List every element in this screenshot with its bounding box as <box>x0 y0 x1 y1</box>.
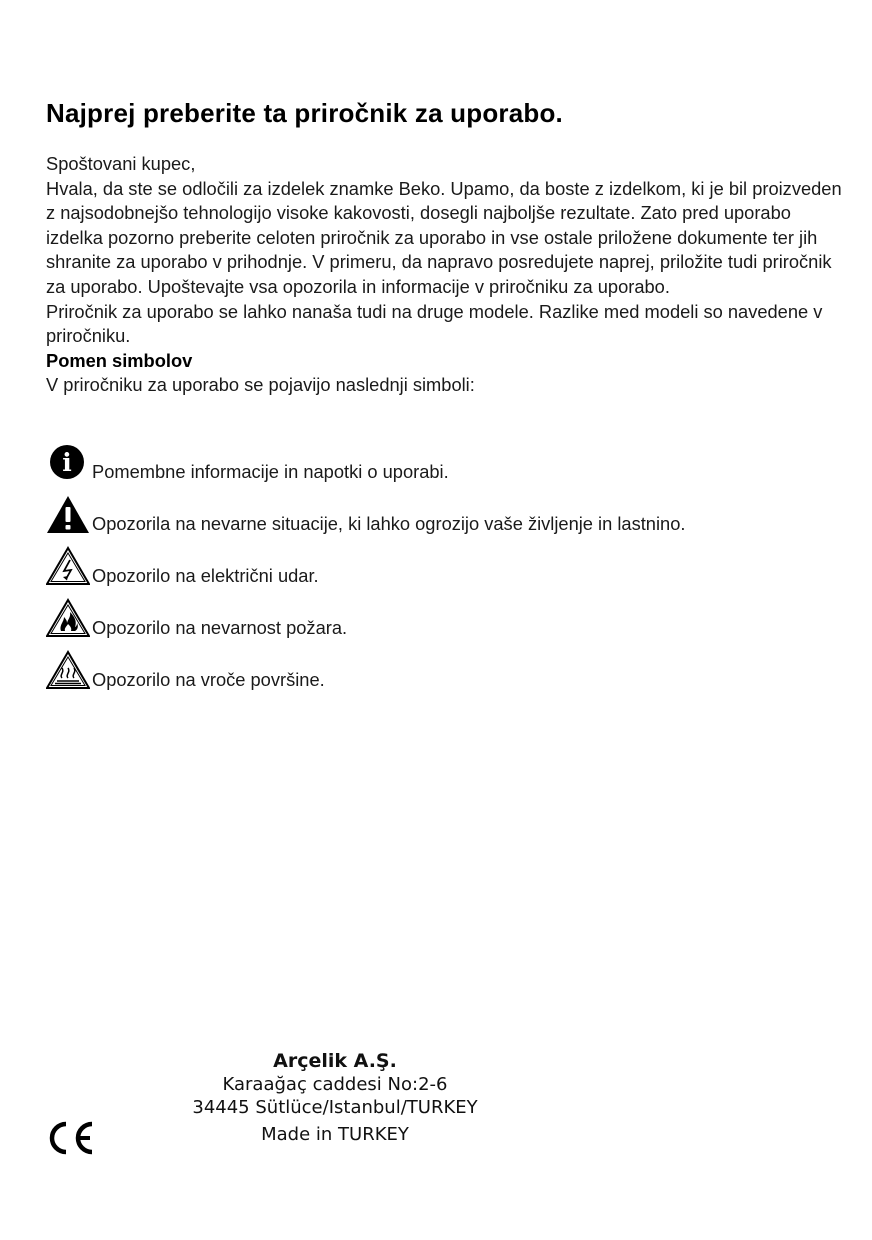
street-address: Karaağaç caddesi No:2-6 <box>222 1074 448 1095</box>
intro-paragraph-1: Hvala, da ste se odločili za izdelek znamke Beko. Upamo, da boste z izdelkom, ki je bil proizveden z najsodobnejšo tehnologijo visoke kakovosti, dosegli najboljše rezultate. Zato pred uporabo izdelka pozorno preberite celoten priročnik za uporabo in vse ostale priložene dokumente ter jih shranite za uporabo v prihodnje. V primeru, da napravo posredujete naprej, priložite tudi priročnik za uporabo. Upoštevajte vsa opozorila in informacije v priročniku za uporabo. <box>46 177 842 297</box>
symbol-row-fire <box>46 588 846 640</box>
ce-mark-icon <box>44 1118 98 1158</box>
section-heading: Pomen simbolov <box>46 349 193 371</box>
symbol-label: Opozorila na nevarne situacije, ki lahko ogrozijo vaše življenje in lastnino. <box>92 513 686 534</box>
company-name: Arçelik A.Ş. <box>273 1050 397 1072</box>
city-address: 34445 Sütlüce/Istanbul/TURKEY <box>192 1097 478 1118</box>
symbols-intro: V priročniku za uporabo se pojavijo naslednji simboli: <box>46 374 475 396</box>
info-icon <box>46 442 90 482</box>
greeting: Spoštovani kupec, <box>46 153 196 174</box>
symbol-list <box>46 432 846 692</box>
manufacturer-address <box>190 1050 480 1146</box>
svg-text:i: i <box>62 448 72 477</box>
symbol-label: Opozorilo na električni udar. <box>92 565 319 586</box>
symbol-label: Opozorilo na vroče površine. <box>92 669 325 690</box>
symbol-row-info <box>46 432 846 484</box>
hot-surface-icon <box>46 650 90 690</box>
intro-paragraph-2: Priročnik za uporabo se lahko nanaša tudi na druge modele. Razlike med modeli so navedene v priročniku. <box>46 300 823 347</box>
symbol-row-electric <box>46 536 846 588</box>
symbol-label: Opozorilo na nevarnost požara. <box>92 617 348 638</box>
symbol-row-warning <box>46 484 846 536</box>
electric-shock-icon <box>46 546 90 586</box>
symbol-label: Pomembne informacije in napotki o uporabi. <box>92 461 449 482</box>
made-in: Made in TURKEY <box>261 1124 409 1145</box>
page-title: Najprej preberite ta priročnik za uporabo. <box>46 98 563 128</box>
intro-text <box>46 152 846 398</box>
symbol-row-hot-surface <box>46 640 846 692</box>
warning-icon <box>46 494 90 534</box>
fire-hazard-icon <box>46 598 90 638</box>
